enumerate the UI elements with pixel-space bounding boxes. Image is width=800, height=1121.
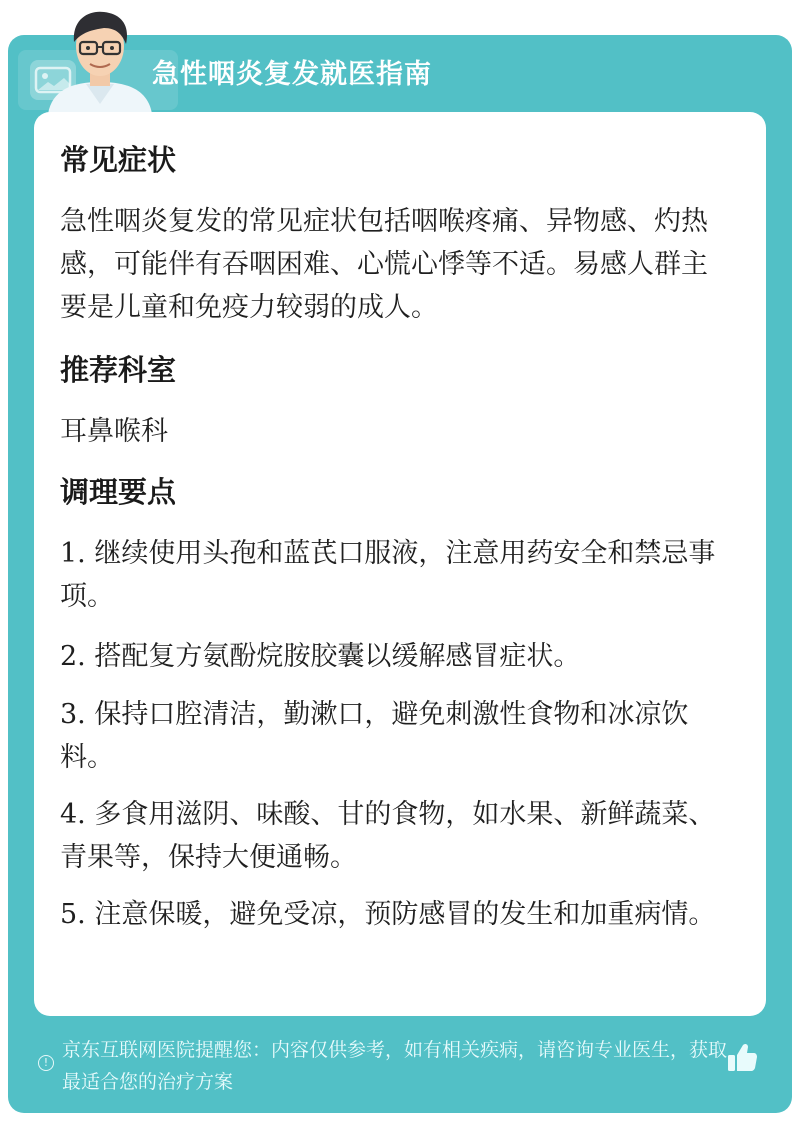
item-text: 注意保暖，避免受凉，预防感冒的发生和加重病情。 — [94, 899, 716, 930]
item-text: 搭配复方氨酚烷胺胶囊以缓解感冒症状。 — [94, 641, 581, 672]
item-number: 3. — [60, 699, 86, 730]
item-number: 2. — [60, 641, 86, 672]
footer-notice: 京东互联网医院提醒您：内容仅供参考，如有相关疾病，请咨询专业医生，获取最适合您的治疗方案 — [62, 1039, 728, 1093]
page-title: 急性咽炎复发就医指南 — [152, 59, 432, 90]
section-title-care: 调理要点 — [60, 475, 177, 509]
section-title-symptoms: 常见症状 — [60, 143, 177, 177]
info-icon: ! — [38, 1055, 54, 1071]
item-number: 5. — [60, 899, 86, 930]
list-item — [60, 532, 732, 618]
department-text: 耳鼻喉科 — [60, 416, 168, 447]
item-text: 保持口腔清洁，勤漱口，避免刺激性食物和冰凉饮料。 — [60, 699, 689, 773]
list-item — [60, 693, 732, 779]
doctor-avatar — [42, 8, 158, 114]
item-number: 1. — [60, 538, 86, 569]
list-item — [60, 893, 732, 936]
section-title-department: 推荐科室 — [60, 353, 177, 387]
list-item — [60, 635, 732, 678]
list-item — [60, 793, 732, 879]
symptoms-text: 急性咽炎复发的常见症状包括咽喉疼痛、异物感、灼热感，可能伴有吞咽困难、心慌心悸等不适。易感人群主要是儿童和免疫力较弱的成人。 — [60, 206, 708, 323]
thumbs-up-icon[interactable] — [724, 1040, 760, 1076]
content-card — [34, 112, 766, 1016]
item-number: 4. — [60, 799, 86, 830]
item-text: 继续使用头孢和蓝芪口服液，注意用药安全和禁忌事项。 — [60, 538, 716, 612]
item-text: 多食用滋阴、味酸、甘的食物，如水果、新鲜蔬菜、青果等，保持大便通畅。 — [60, 799, 716, 873]
